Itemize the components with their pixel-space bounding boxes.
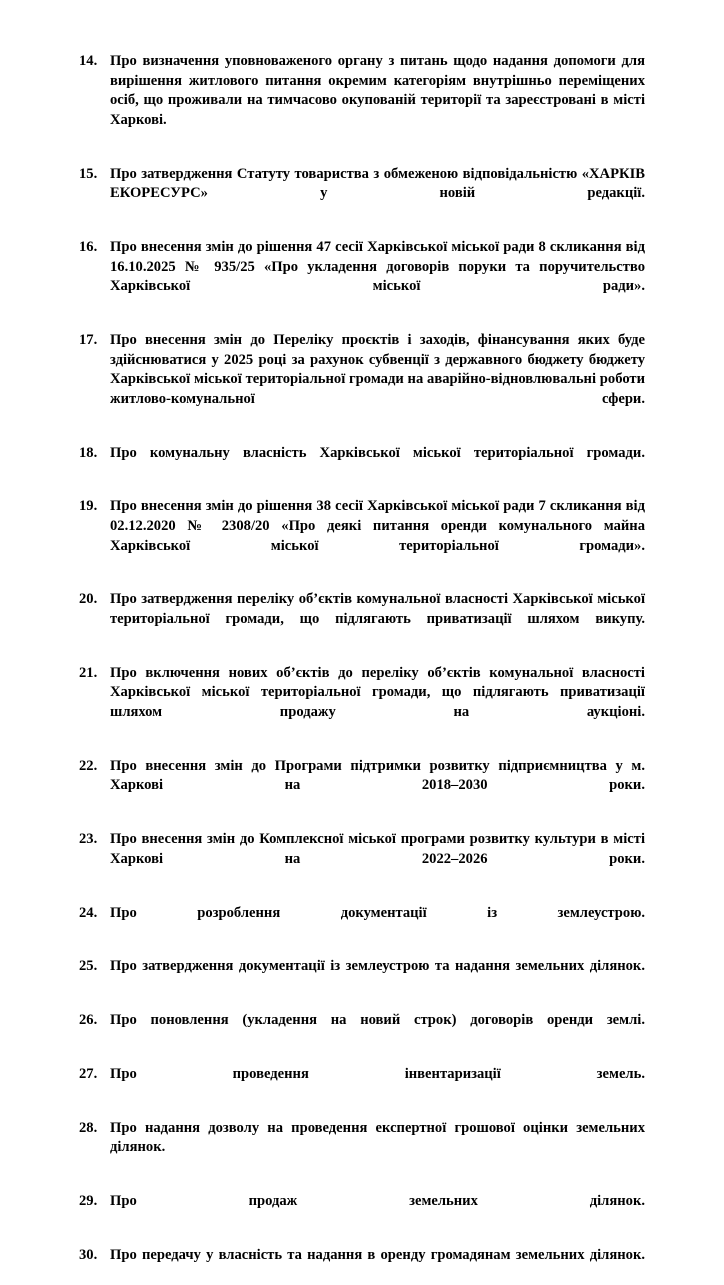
list-item: [79, 957, 645, 996]
agenda-item-number: 14.: [79, 53, 98, 69]
agenda-item-text: Про внесення змін до Програми підтримки розвитку підприємництва у м. Харкові на 2018–2030 роки.: [110, 757, 645, 794]
list-item: [79, 1065, 645, 1104]
agenda-item-text: Про продаж земельних ділянок.: [110, 1192, 645, 1209]
agenda-item-number: 17.: [79, 332, 98, 348]
agenda-item-number: 29.: [79, 1192, 98, 1209]
agenda-item-number: 27.: [79, 1065, 98, 1082]
list-item: [79, 1192, 645, 1231]
agenda-item-number: 24.: [79, 904, 98, 921]
agenda-item-text: Про затвердження документації із землеустрою та надання земельних ділянок.: [110, 958, 645, 975]
list-item: [79, 331, 645, 429]
agenda-item-number: 28.: [79, 1119, 98, 1136]
list-item: [79, 165, 645, 224]
agenda-item-text: Про внесення змін до рішення 38 сесії Харківської міської ради 7 скликання від 02.12.2020 № 2308/20 «Про деякі питання оренди комунального майна Харківської міської територіальної громади».: [110, 498, 645, 554]
list-item: [79, 590, 645, 649]
agenda-item-text: Про визначення уповноваженого органу з питань щодо надання допомоги для вирішення житлового питання окремим категоріям внутрішньо переміщених осіб, що проживали на тимчасово окупованій території та зареєстровані в місті Харкові.: [110, 53, 645, 128]
list-item: [79, 444, 645, 483]
agenda-item-text: Про внесення змін до рішення 47 сесії Харківської міської ради 8 скликання від 16.10.2025 № 935/25 «Про укладення договорів поруки та поручительство Харківської міської ради».: [110, 239, 645, 295]
agenda-item-number: 25.: [79, 958, 98, 975]
agenda-item-text: Про включення нових об’єктів до переліку об’єктів комунальної власності Харківської міської територіальної громади, що підлягають приватизації шляхом продажу на аукціоні.: [110, 664, 645, 720]
agenda-item-number: 19.: [79, 498, 98, 515]
agenda-item-number: 21.: [79, 664, 98, 681]
agenda-item-text: Про поновлення (укладення на новий строк) договорів оренди землі.: [110, 1012, 645, 1028]
list-item: [79, 497, 645, 576]
agenda-item-number: 22.: [79, 757, 98, 774]
agenda-item-number: 23.: [79, 831, 98, 848]
agenda-item-text: Про проведення інвентаризації земель.: [110, 1065, 645, 1082]
agenda-item-text: Про надання дозволу на проведення експертної грошової оцінки земельних ділянок.: [110, 1119, 645, 1156]
list-item: [79, 1246, 645, 1285]
agenda-item-number: 26.: [79, 1012, 98, 1028]
list-item: [79, 1011, 645, 1050]
agenda-list: [79, 52, 645, 1285]
agenda-item-number: 30.: [79, 1246, 98, 1263]
agenda-item-text: Про комунальну власність Харківської міської територіальної громади.: [110, 444, 645, 461]
agenda-item-text: Про затвердження переліку об’єктів комунальної власності Харківської міської територіальної громади, що підлягають приватизації шляхом викупу.: [110, 591, 645, 627]
agenda-item-number: 18.: [79, 444, 98, 461]
list-item: [79, 830, 645, 889]
list-item: [79, 664, 645, 743]
agenda-item-number: 20.: [79, 591, 98, 608]
agenda-item-number: 16.: [79, 239, 98, 255]
list-item: [79, 238, 645, 317]
agenda-item-text: Про внесення змін до Комплексної міської програми розвитку культури в місті Харкові на 2022–2026 роки.: [110, 831, 645, 867]
list-item: [79, 904, 645, 943]
list-item: [79, 52, 645, 150]
agenda-item-text: Про передачу у власність та надання в оренду громадянам земельних ділянок.: [110, 1246, 645, 1263]
agenda-item-text: Про затвердження Статуту товариства з обмеженою відповідальністю «ХАРКІВ ЕКОРЕСУРС» у новій редакції.: [110, 165, 645, 202]
agenda-item-text: Про внесення змін до Переліку проєктів і заходів, фінансування яких буде здійснюватися у 2025 році за рахунок субвенції з державного бюджету бюджету Харківської міської територіальної громади на аварійно-відновлювальні роботи житлово-комунальної сфери.: [110, 332, 645, 407]
agenda-item-number: 15.: [79, 165, 98, 182]
list-item: [79, 757, 645, 816]
agenda-item-text: Про розроблення документації із землеустрою.: [110, 904, 645, 921]
list-item: [79, 1119, 645, 1178]
